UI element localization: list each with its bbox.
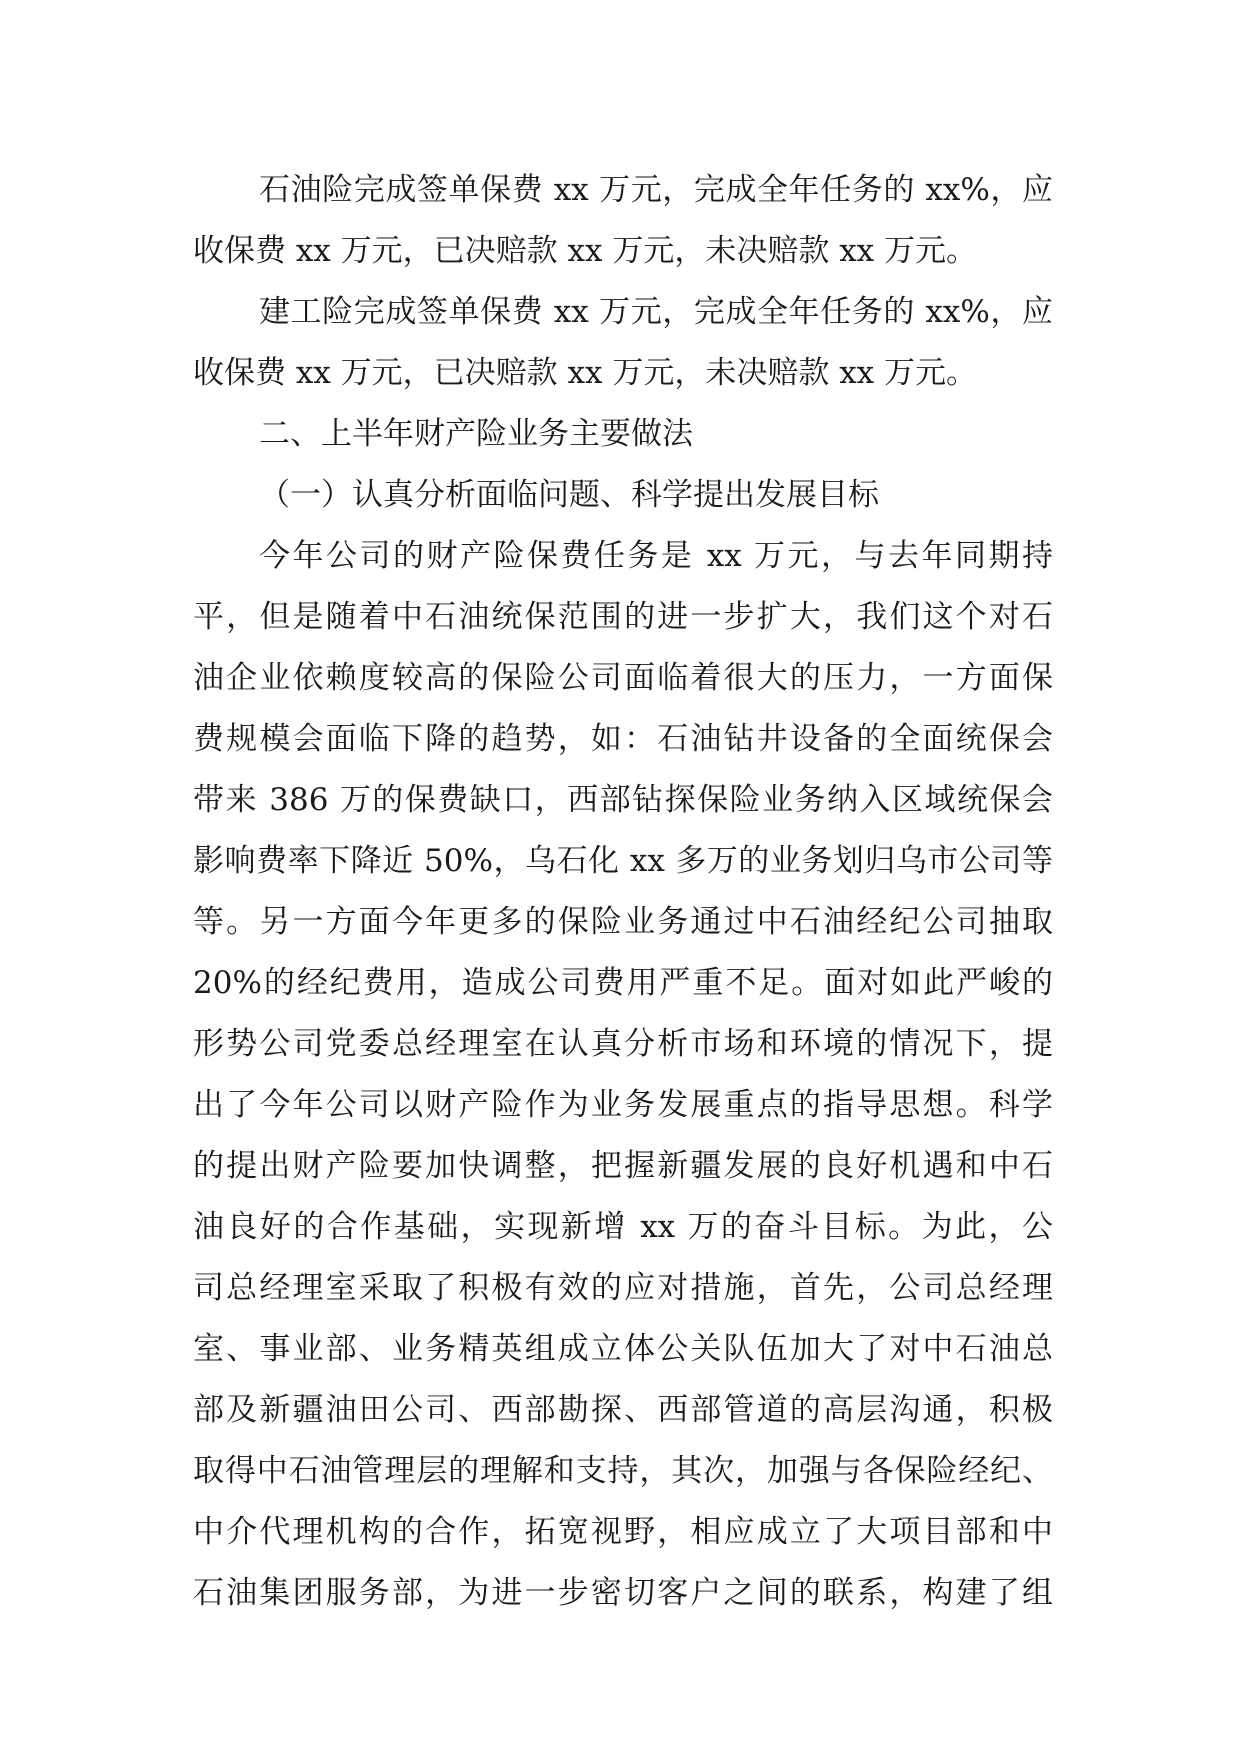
paragraph-line: 油良好的合作基础，实现新增 xx 万的奋斗目标。为此，公 <box>193 1209 1053 1245</box>
paragraph-line: 中介代理机构的合作，拓宽视野，相应成立了大项目部和中 <box>193 1514 1053 1550</box>
paragraph-line: 形势公司党委总经理室在认真分析市场和环境的情况下，提 <box>193 1026 1053 1062</box>
paragraph-line: 平，但是随着中石油统保范围的进一步扩大，我们这个对石 <box>193 599 1053 635</box>
paragraph-line: 影响费率下降近 50%，乌石化 xx 多万的业务划归乌市公司等 <box>193 843 1053 879</box>
paragraph-line: 取得中石油管理层的理解和支持，其次，加强与各保险经纪、 <box>193 1453 1053 1489</box>
paragraph-line: 出了今年公司以财产险作为业务发展重点的指导思想。科学 <box>193 1087 1053 1123</box>
paragraph-line: 室、事业部、业务精英组成立体公关队伍加大了对中石油总 <box>193 1331 1053 1367</box>
paragraph-line: 等。另一方面今年更多的保险业务通过中石油经纪公司抽取 <box>193 904 1053 940</box>
paragraph-line: 带来 386 万的保费缺口，西部钻探保险业务纳入区域统保会 <box>193 782 1053 818</box>
paragraph-line: 油企业依赖度较高的保险公司面临着很大的压力，一方面保 <box>193 660 1053 696</box>
paragraph-line: 收保费 xx 万元，已决赔款 xx 万元，未决赔款 xx 万元。 <box>193 233 978 269</box>
paragraph-line: 今年公司的财产险保费任务是 xx 万元，与去年同期持 <box>259 538 1053 574</box>
paragraph-line: 收保费 xx 万元，已决赔款 xx 万元，未决赔款 xx 万元。 <box>193 355 978 391</box>
paragraph-line: 司总经理室采取了积极有效的应对措施，首先，公司总经理 <box>193 1270 1053 1306</box>
subsection-heading: （一）认真分析面临问题、科学提出发展目标 <box>259 477 879 513</box>
paragraph-line: 的提出财产险要加快调整，把握新疆发展的良好机遇和中石 <box>193 1148 1053 1184</box>
paragraph-line: 费规模会面临下降的趋势，如：石油钻井设备的全面统保会 <box>193 721 1053 757</box>
paragraph-line: 20%的经纪费用，造成公司费用严重不足。面对如此严峻的 <box>193 965 1053 1001</box>
paragraph-line: 部及新疆油田公司、西部勘探、西部管道的高层沟通，积极 <box>193 1392 1053 1428</box>
document-body <box>193 160 1053 1624</box>
paragraph-line: 石油集团服务部，为进一步密切客户之间的联系，构建了组 <box>193 1575 1053 1611</box>
paragraph-line: 石油险完成签单保费 xx 万元，完成全年任务的 xx%，应 <box>259 172 1053 208</box>
paragraph-line: 建工险完成签单保费 xx 万元，完成全年任务的 xx%，应 <box>259 294 1053 330</box>
section-heading: 二、上半年财产险业务主要做法 <box>259 416 693 452</box>
